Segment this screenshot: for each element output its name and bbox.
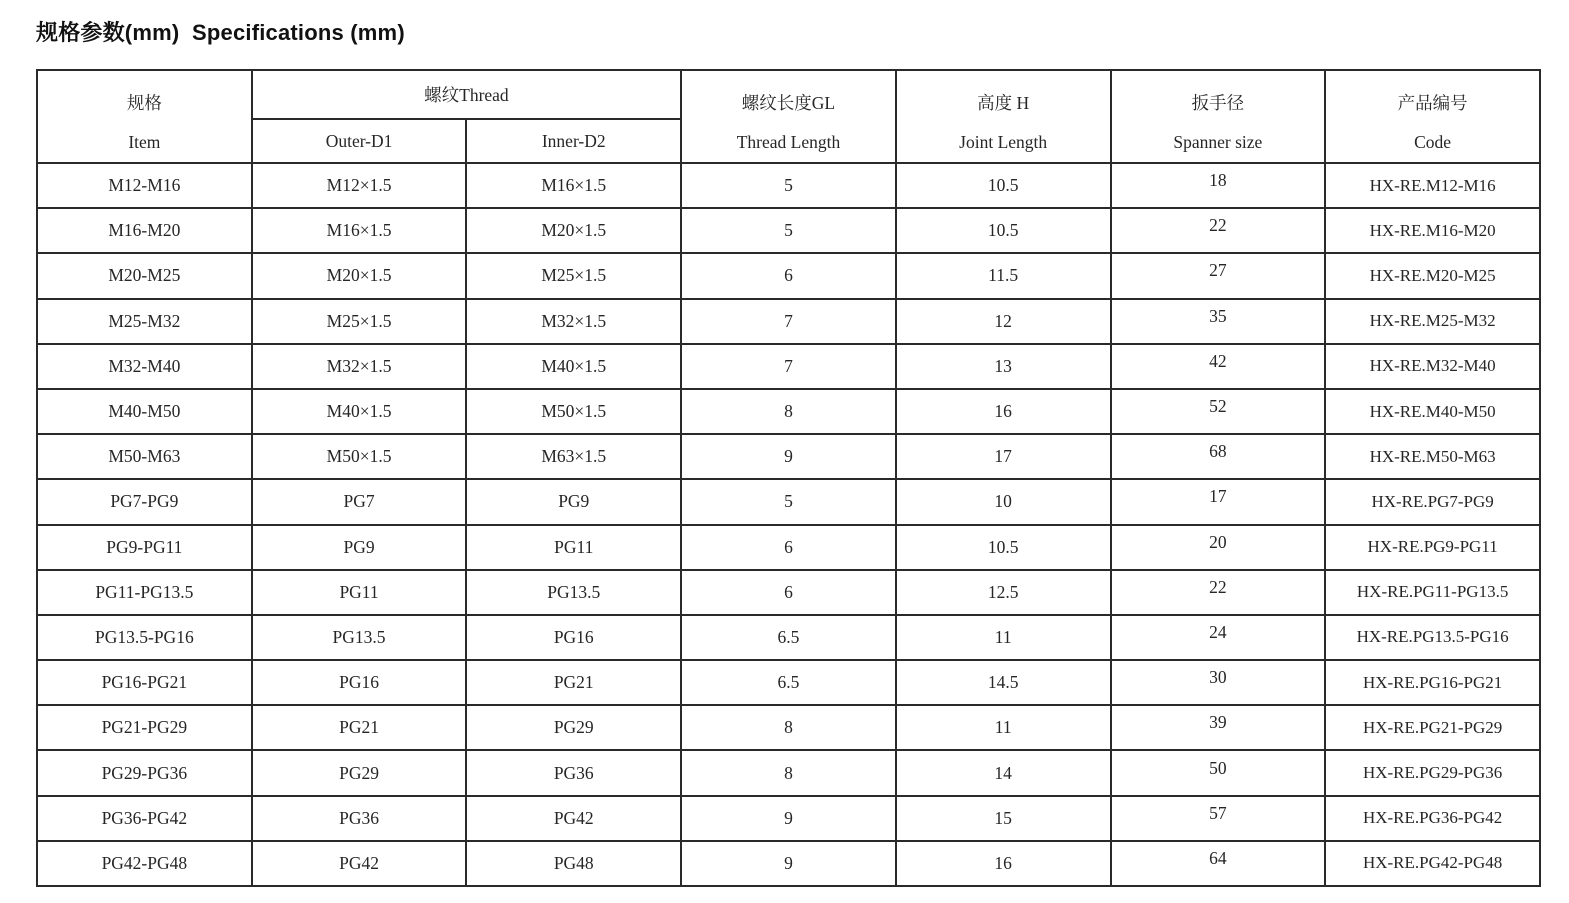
cell-code: HX-RE.M20-M25 — [1325, 253, 1540, 298]
header-item-zh: 规格 — [126, 93, 162, 113]
cell-thread_length: 8 — [681, 750, 896, 795]
cell-inner_d2: M50×1.5 — [466, 389, 681, 434]
cell-joint_length: 16 — [896, 841, 1111, 886]
header-code — [1325, 70, 1540, 163]
table-row — [37, 660, 1540, 705]
cell-inner_d2: PG48 — [466, 841, 681, 886]
cell-item: PG11-PG13.5 — [37, 570, 252, 615]
table-row — [37, 796, 1540, 841]
cell-item: PG29-PG36 — [37, 750, 252, 795]
cell-inner_d2: M63×1.5 — [466, 434, 681, 479]
cell-thread_length: 6 — [681, 570, 896, 615]
header-joint-length-zh: 高度 H — [977, 93, 1030, 113]
cell-spanner_size: 52 — [1111, 389, 1326, 434]
cell-inner_d2: PG9 — [466, 479, 681, 524]
cell-item: M25-M32 — [37, 299, 252, 344]
cell-inner_d2: M16×1.5 — [466, 163, 681, 208]
cell-joint_length: 13 — [896, 344, 1111, 389]
cell-inner_d2: M25×1.5 — [466, 253, 681, 298]
cell-inner_d2: PG21 — [466, 660, 681, 705]
cell-spanner_size: 24 — [1111, 615, 1326, 660]
cell-thread_length: 8 — [681, 705, 896, 750]
header-joint-length-en: Joint Length — [959, 131, 1048, 152]
cell-outer_d1: M16×1.5 — [252, 208, 467, 253]
header-thread-length-zh: 螺纹长度GL — [741, 93, 836, 113]
cell-spanner_size: 22 — [1111, 570, 1326, 615]
cell-joint_length: 10.5 — [896, 163, 1111, 208]
cell-spanner_size: 68 — [1111, 434, 1326, 479]
cell-spanner_size: 35 — [1111, 299, 1326, 344]
cell-outer_d1: M40×1.5 — [252, 389, 467, 434]
cell-code: HX-RE.PG29-PG36 — [1325, 750, 1540, 795]
cell-thread_length: 6 — [681, 525, 896, 570]
cell-item: M16-M20 — [37, 208, 252, 253]
cell-item: M32-M40 — [37, 344, 252, 389]
table-row — [37, 615, 1540, 660]
cell-outer_d1: PG7 — [252, 479, 467, 524]
table-header — [37, 70, 1540, 163]
cell-inner_d2: M32×1.5 — [466, 299, 681, 344]
cell-joint_length: 11.5 — [896, 253, 1111, 298]
cell-thread_length: 6.5 — [681, 615, 896, 660]
cell-code: HX-RE.PG21-PG29 — [1325, 705, 1540, 750]
cell-joint_length: 16 — [896, 389, 1111, 434]
cell-outer_d1: PG21 — [252, 705, 467, 750]
header-thread-length — [681, 70, 896, 163]
cell-item: M50-M63 — [37, 434, 252, 479]
table-body — [37, 163, 1540, 886]
cell-inner_d2: PG13.5 — [466, 570, 681, 615]
table-row — [37, 253, 1540, 298]
cell-outer_d1: PG9 — [252, 525, 467, 570]
cell-inner_d2: PG29 — [466, 705, 681, 750]
table-row — [37, 570, 1540, 615]
header-item-en: Item — [128, 131, 161, 152]
cell-thread_length: 6.5 — [681, 660, 896, 705]
cell-code: HX-RE.M50-M63 — [1325, 434, 1540, 479]
specifications-table — [36, 69, 1541, 887]
header-thread-length-en: Thread Length — [736, 131, 841, 152]
cell-spanner_size: 27 — [1111, 253, 1326, 298]
header-spanner-size — [1111, 70, 1326, 163]
cell-code: HX-RE.PG16-PG21 — [1325, 660, 1540, 705]
cell-outer_d1: PG42 — [252, 841, 467, 886]
cell-inner_d2: PG11 — [466, 525, 681, 570]
header-item — [37, 70, 252, 163]
cell-thread_length: 5 — [681, 479, 896, 524]
cell-item: PG21-PG29 — [37, 705, 252, 750]
cell-outer_d1: PG16 — [252, 660, 467, 705]
cell-joint_length: 10.5 — [896, 208, 1111, 253]
cell-item: PG42-PG48 — [37, 841, 252, 886]
cell-spanner_size: 18 — [1111, 163, 1326, 208]
cell-outer_d1: PG36 — [252, 796, 467, 841]
cell-joint_length: 10.5 — [896, 525, 1111, 570]
cell-outer_d1: M25×1.5 — [252, 299, 467, 344]
cell-code: HX-RE.PG11-PG13.5 — [1325, 570, 1540, 615]
cell-thread_length: 9 — [681, 434, 896, 479]
cell-code: HX-RE.M12-M16 — [1325, 163, 1540, 208]
cell-spanner_size: 30 — [1111, 660, 1326, 705]
header-spanner-size-zh: 扳手径 — [1191, 93, 1245, 113]
cell-thread_length: 9 — [681, 841, 896, 886]
cell-outer_d1: PG13.5 — [252, 615, 467, 660]
cell-code: HX-RE.PG36-PG42 — [1325, 796, 1540, 841]
table-row — [37, 525, 1540, 570]
header-code-en: Code — [1414, 131, 1452, 152]
cell-outer_d1: M12×1.5 — [252, 163, 467, 208]
cell-joint_length: 14.5 — [896, 660, 1111, 705]
cell-spanner_size: 17 — [1111, 479, 1326, 524]
table-row — [37, 841, 1540, 886]
cell-item: M40-M50 — [37, 389, 252, 434]
cell-code: HX-RE.PG13.5-PG16 — [1325, 615, 1540, 660]
cell-inner_d2: M20×1.5 — [466, 208, 681, 253]
cell-code: HX-RE.PG9-PG11 — [1325, 525, 1540, 570]
cell-code: HX-RE.M40-M50 — [1325, 389, 1540, 434]
cell-code: HX-RE.PG42-PG48 — [1325, 841, 1540, 886]
cell-spanner_size: 42 — [1111, 344, 1326, 389]
cell-joint_length: 11 — [896, 615, 1111, 660]
cell-item: M20-M25 — [37, 253, 252, 298]
table-row — [37, 389, 1540, 434]
cell-thread_length: 7 — [681, 344, 896, 389]
cell-outer_d1: PG11 — [252, 570, 467, 615]
cell-item: PG9-PG11 — [37, 525, 252, 570]
cell-joint_length: 17 — [896, 434, 1111, 479]
cell-thread_length: 5 — [681, 208, 896, 253]
table-row — [37, 479, 1540, 524]
cell-thread_length: 8 — [681, 389, 896, 434]
cell-inner_d2: PG42 — [466, 796, 681, 841]
cell-spanner_size: 64 — [1111, 841, 1326, 886]
header-code-zh: 产品编号 — [1397, 93, 1468, 113]
cell-thread_length: 6 — [681, 253, 896, 298]
cell-inner_d2: PG36 — [466, 750, 681, 795]
page-title: 规格参数(mm) Specifications (mm) — [36, 20, 405, 45]
table-row — [37, 344, 1540, 389]
cell-outer_d1: PG29 — [252, 750, 467, 795]
cell-item: PG13.5-PG16 — [37, 615, 252, 660]
cell-outer_d1: M32×1.5 — [252, 344, 467, 389]
cell-spanner_size: 20 — [1111, 525, 1326, 570]
cell-outer_d1: M20×1.5 — [252, 253, 467, 298]
cell-inner_d2: M40×1.5 — [466, 344, 681, 389]
header-thread: 螺纹Thread — [252, 70, 681, 119]
cell-code: HX-RE.PG7-PG9 — [1325, 479, 1540, 524]
header-inner-d2: Inner-D2 — [466, 119, 681, 163]
cell-joint_length: 14 — [896, 750, 1111, 795]
table-row — [37, 705, 1540, 750]
cell-spanner_size: 39 — [1111, 705, 1326, 750]
table-row — [37, 434, 1540, 479]
cell-spanner_size: 22 — [1111, 208, 1326, 253]
cell-outer_d1: M50×1.5 — [252, 434, 467, 479]
cell-joint_length: 12 — [896, 299, 1111, 344]
header-joint-length — [896, 70, 1111, 163]
cell-thread_length: 5 — [681, 163, 896, 208]
cell-spanner_size: 50 — [1111, 750, 1326, 795]
header-spanner-size-en: Spanner size — [1173, 131, 1263, 152]
cell-thread_length: 9 — [681, 796, 896, 841]
cell-code: HX-RE.M32-M40 — [1325, 344, 1540, 389]
header-outer-d1: Outer-D1 — [252, 119, 467, 163]
cell-item: PG7-PG9 — [37, 479, 252, 524]
cell-joint_length: 10 — [896, 479, 1111, 524]
cell-joint_length: 15 — [896, 796, 1111, 841]
cell-code: HX-RE.M25-M32 — [1325, 299, 1540, 344]
table-row — [37, 208, 1540, 253]
table-row — [37, 163, 1540, 208]
cell-joint_length: 12.5 — [896, 570, 1111, 615]
table-row — [37, 750, 1540, 795]
cell-code: HX-RE.M16-M20 — [1325, 208, 1540, 253]
cell-item: PG16-PG21 — [37, 660, 252, 705]
cell-thread_length: 7 — [681, 299, 896, 344]
cell-joint_length: 11 — [896, 705, 1111, 750]
cell-item: M12-M16 — [37, 163, 252, 208]
cell-inner_d2: PG16 — [466, 615, 681, 660]
table-row — [37, 299, 1540, 344]
cell-spanner_size: 57 — [1111, 796, 1326, 841]
cell-item: PG36-PG42 — [37, 796, 252, 841]
